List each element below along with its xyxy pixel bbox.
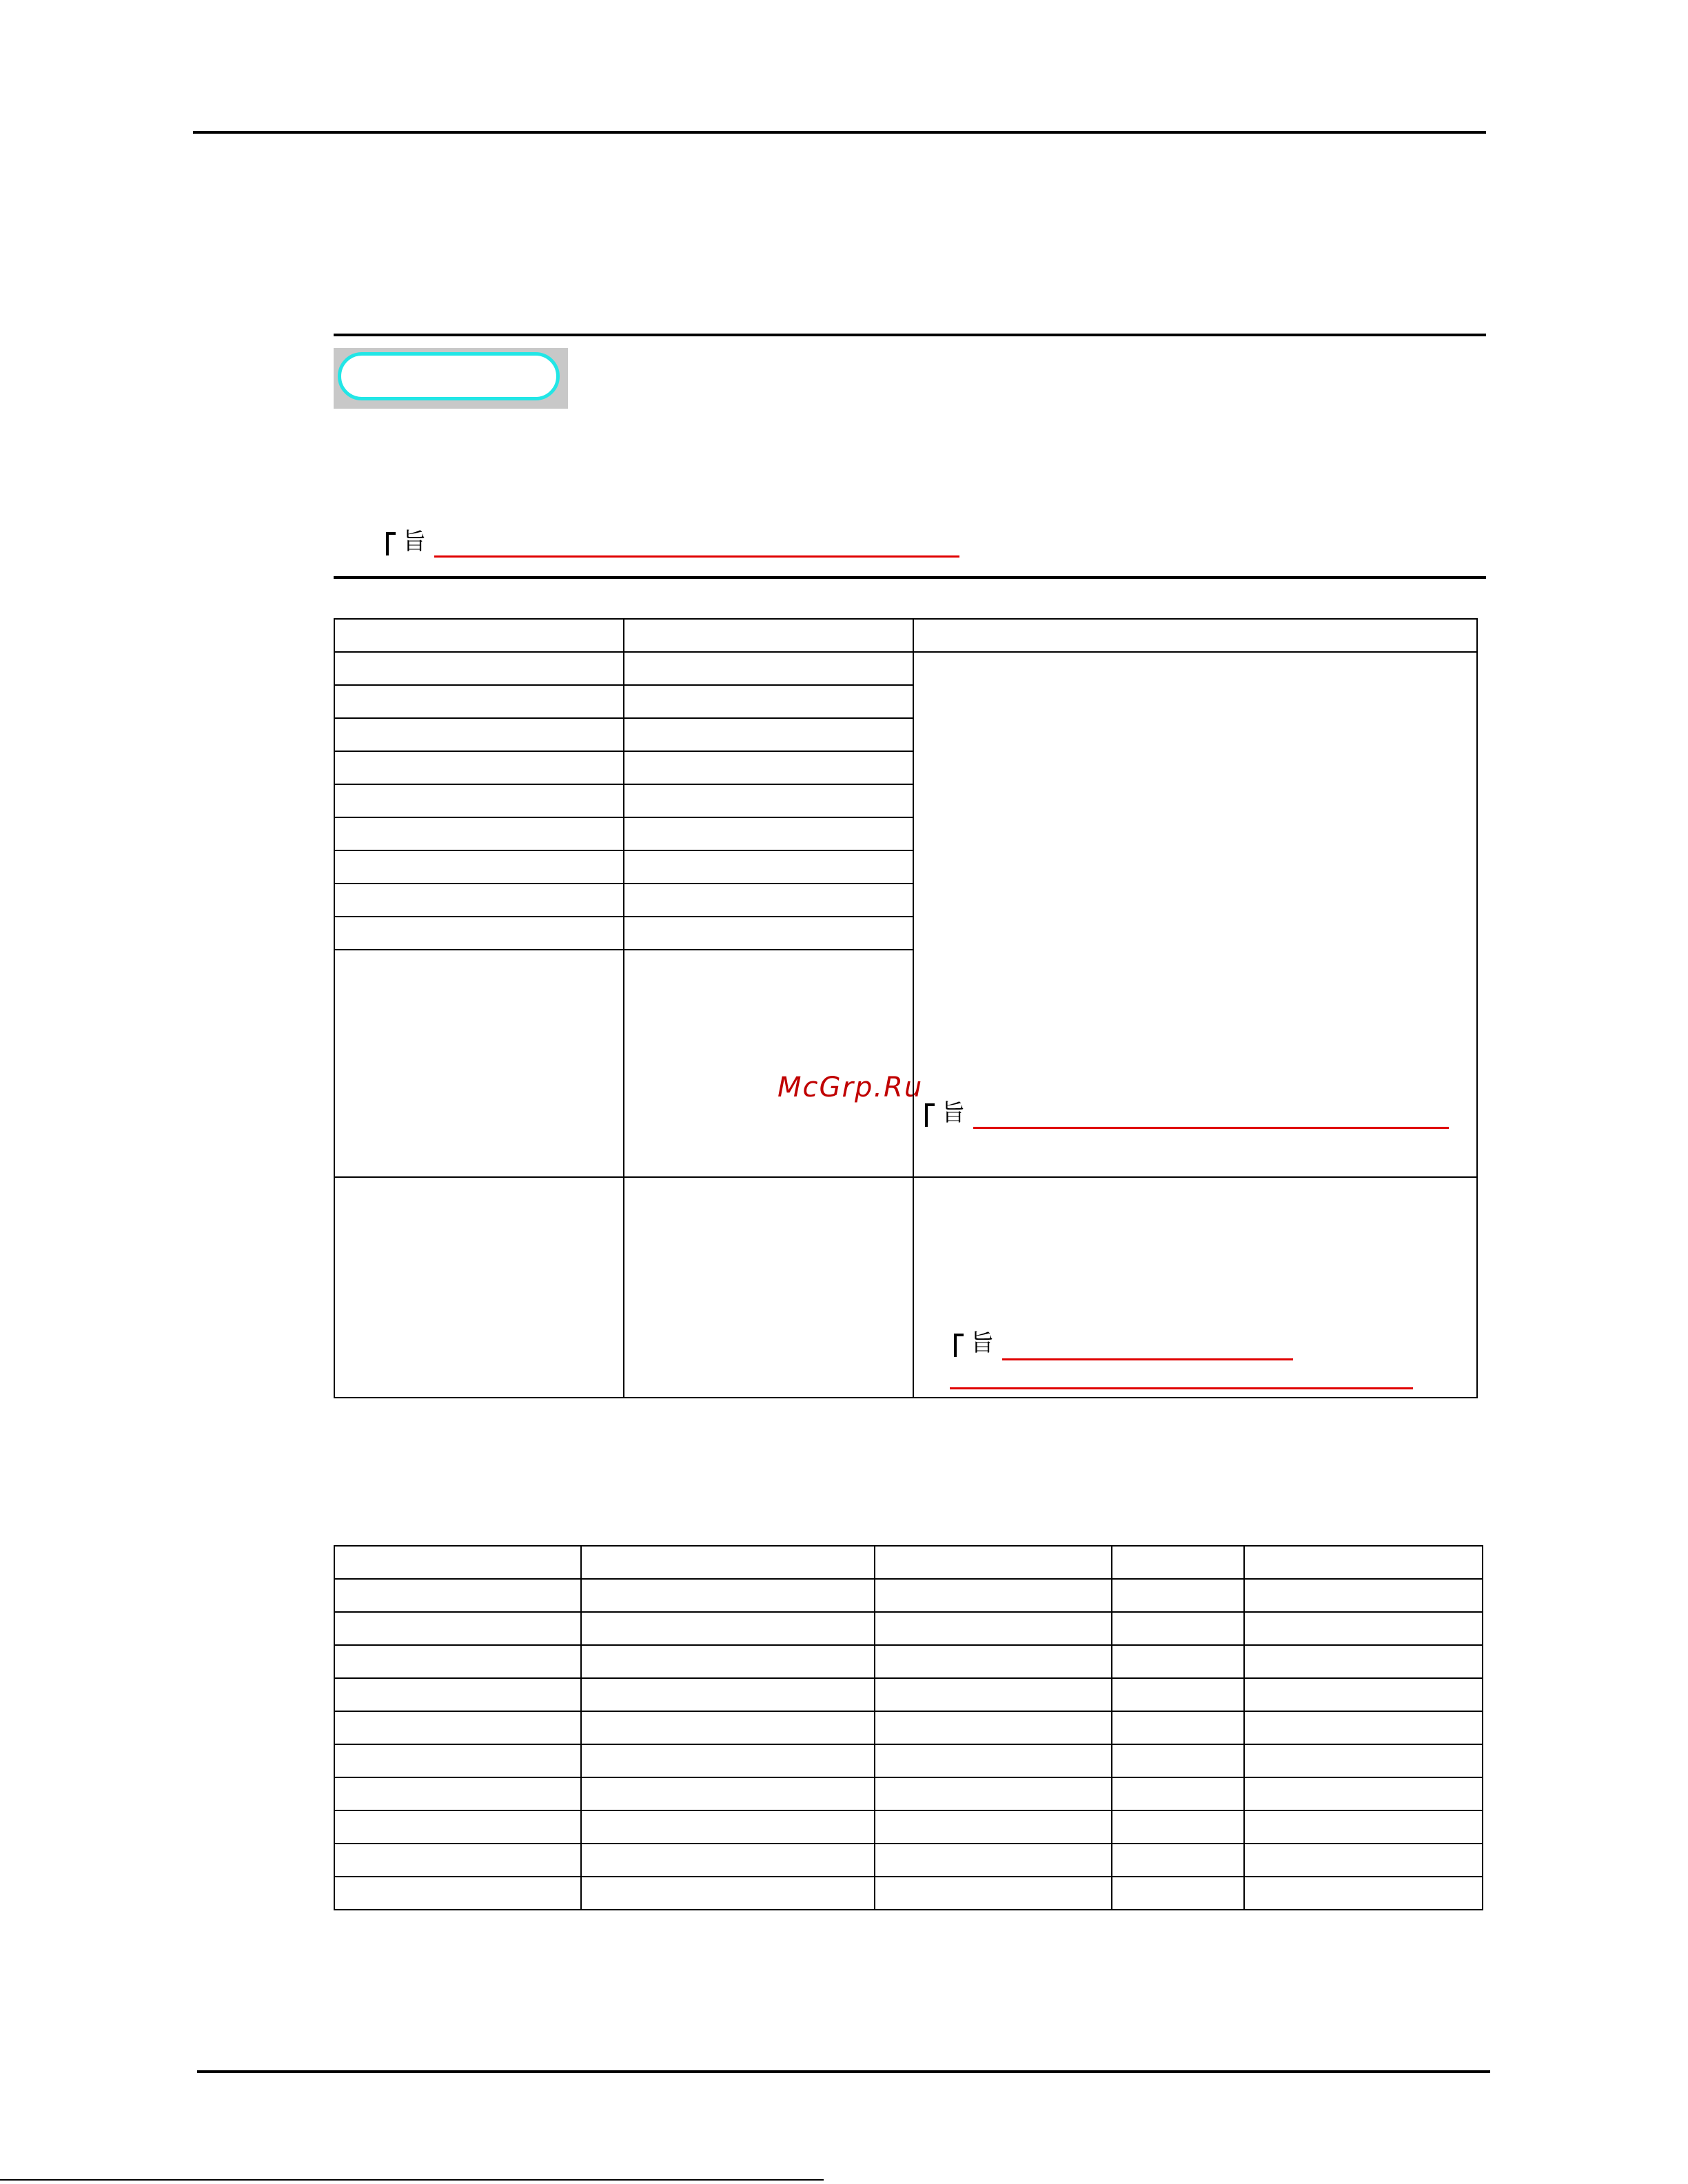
table-cell bbox=[875, 1777, 1112, 1810]
table-cell bbox=[913, 1177, 1477, 1398]
table-cell bbox=[1112, 1579, 1244, 1612]
table-cell bbox=[624, 917, 913, 950]
table-row bbox=[334, 1844, 1483, 1877]
table-cell bbox=[334, 1844, 581, 1877]
table-row bbox=[334, 1711, 1483, 1744]
spec-table-1 bbox=[334, 618, 1478, 1398]
table-cell bbox=[334, 884, 624, 917]
table-cell bbox=[334, 652, 624, 685]
table-row bbox=[334, 1546, 1483, 1579]
scan-edge-line bbox=[0, 2179, 824, 2181]
table-cell bbox=[334, 850, 624, 884]
table-row bbox=[334, 1612, 1483, 1645]
spec-table-2 bbox=[334, 1545, 1483, 1910]
note-marker-icon: 旨 bbox=[954, 1329, 1004, 1360]
table-row bbox=[334, 1810, 1483, 1844]
table-cell bbox=[581, 1546, 875, 1579]
table-cell bbox=[334, 718, 624, 751]
table-cell bbox=[334, 1810, 581, 1844]
table-cell bbox=[581, 1810, 875, 1844]
table-row bbox=[334, 652, 1477, 685]
table-cell bbox=[1112, 1612, 1244, 1645]
table-cell bbox=[1244, 1546, 1483, 1579]
footer-rule bbox=[197, 2070, 1490, 2073]
badge-oval-shape bbox=[338, 352, 560, 400]
table-cell bbox=[875, 1579, 1112, 1612]
table-cell bbox=[334, 751, 624, 784]
table-row bbox=[334, 1579, 1483, 1612]
table-cell bbox=[624, 784, 913, 817]
note-underline bbox=[973, 1127, 1449, 1129]
table-cell bbox=[1112, 1744, 1244, 1777]
table-cell bbox=[875, 1645, 1112, 1678]
highlight-badge bbox=[334, 348, 568, 409]
table-cell bbox=[581, 1711, 875, 1744]
table-row bbox=[334, 1645, 1483, 1678]
table-cell bbox=[334, 619, 624, 652]
table-cell bbox=[624, 950, 913, 1177]
table-cell bbox=[1244, 1678, 1483, 1711]
table-cell bbox=[1112, 1645, 1244, 1678]
note-marker-icon: 旨 bbox=[925, 1099, 975, 1130]
table-cell bbox=[581, 1744, 875, 1777]
table-cell bbox=[1244, 1645, 1483, 1678]
table-cell bbox=[1244, 1810, 1483, 1844]
note-underline bbox=[1002, 1358, 1293, 1360]
table-row bbox=[334, 619, 1477, 652]
watermark: McGrp.Ru bbox=[777, 1072, 924, 1103]
table-row bbox=[334, 1177, 1477, 1398]
table-cell bbox=[624, 619, 913, 652]
table-row bbox=[334, 1678, 1483, 1711]
table-cell bbox=[334, 784, 624, 817]
table-row bbox=[334, 1777, 1483, 1810]
table-cell bbox=[334, 917, 624, 950]
table-row bbox=[334, 1877, 1483, 1910]
table-cell bbox=[913, 619, 1477, 652]
table-cell bbox=[334, 1612, 581, 1645]
table-cell bbox=[875, 1844, 1112, 1877]
note-underline bbox=[434, 555, 959, 558]
table-cell bbox=[334, 1645, 581, 1678]
table-cell bbox=[1112, 1810, 1244, 1844]
table-cell bbox=[624, 817, 913, 850]
table-cell bbox=[624, 685, 913, 718]
table-cell bbox=[334, 1711, 581, 1744]
table-cell bbox=[875, 1810, 1112, 1844]
table-cell bbox=[624, 850, 913, 884]
table-cell bbox=[581, 1877, 875, 1910]
table-cell bbox=[875, 1546, 1112, 1579]
table-cell bbox=[1244, 1711, 1483, 1744]
section-top-rule bbox=[334, 334, 1486, 336]
table-cell bbox=[875, 1877, 1112, 1910]
table-cell bbox=[334, 817, 624, 850]
table-cell bbox=[624, 1177, 913, 1398]
table-cell bbox=[1244, 1877, 1483, 1910]
section-bottom-rule bbox=[334, 576, 1486, 579]
table-cell bbox=[624, 718, 913, 751]
table-cell bbox=[624, 884, 913, 917]
table-cell bbox=[581, 1645, 875, 1678]
table-cell bbox=[1244, 1744, 1483, 1777]
table-cell bbox=[581, 1579, 875, 1612]
note-underline-second bbox=[950, 1387, 1413, 1389]
note-marker-icon: 旨 bbox=[386, 528, 436, 558]
header-rule bbox=[193, 131, 1486, 134]
table-cell bbox=[1112, 1777, 1244, 1810]
table-cell bbox=[1244, 1579, 1483, 1612]
table-cell bbox=[581, 1612, 875, 1645]
table-cell bbox=[581, 1844, 875, 1877]
table-cell bbox=[334, 1777, 581, 1810]
table-cell bbox=[1244, 1612, 1483, 1645]
table-cell bbox=[334, 1678, 581, 1711]
table-cell bbox=[581, 1777, 875, 1810]
table-cell bbox=[1112, 1711, 1244, 1744]
table-cell bbox=[334, 1877, 581, 1910]
table-merged-cell bbox=[913, 652, 1477, 1177]
table-cell bbox=[875, 1744, 1112, 1777]
table-cell bbox=[875, 1612, 1112, 1645]
table-cell bbox=[334, 1546, 581, 1579]
table-row bbox=[334, 1744, 1483, 1777]
table-cell bbox=[1244, 1844, 1483, 1877]
table-cell bbox=[624, 652, 913, 685]
table-cell bbox=[334, 1579, 581, 1612]
table-cell bbox=[334, 1177, 624, 1398]
table-cell bbox=[1244, 1777, 1483, 1810]
table-cell bbox=[1112, 1877, 1244, 1910]
table-cell bbox=[1112, 1844, 1244, 1877]
table-cell bbox=[334, 950, 624, 1177]
table-cell bbox=[334, 685, 624, 718]
table-cell bbox=[875, 1711, 1112, 1744]
table-cell bbox=[624, 751, 913, 784]
table-cell bbox=[1112, 1546, 1244, 1579]
table-cell bbox=[875, 1678, 1112, 1711]
table-cell bbox=[581, 1678, 875, 1711]
table-cell bbox=[1112, 1678, 1244, 1711]
table-cell bbox=[334, 1744, 581, 1777]
